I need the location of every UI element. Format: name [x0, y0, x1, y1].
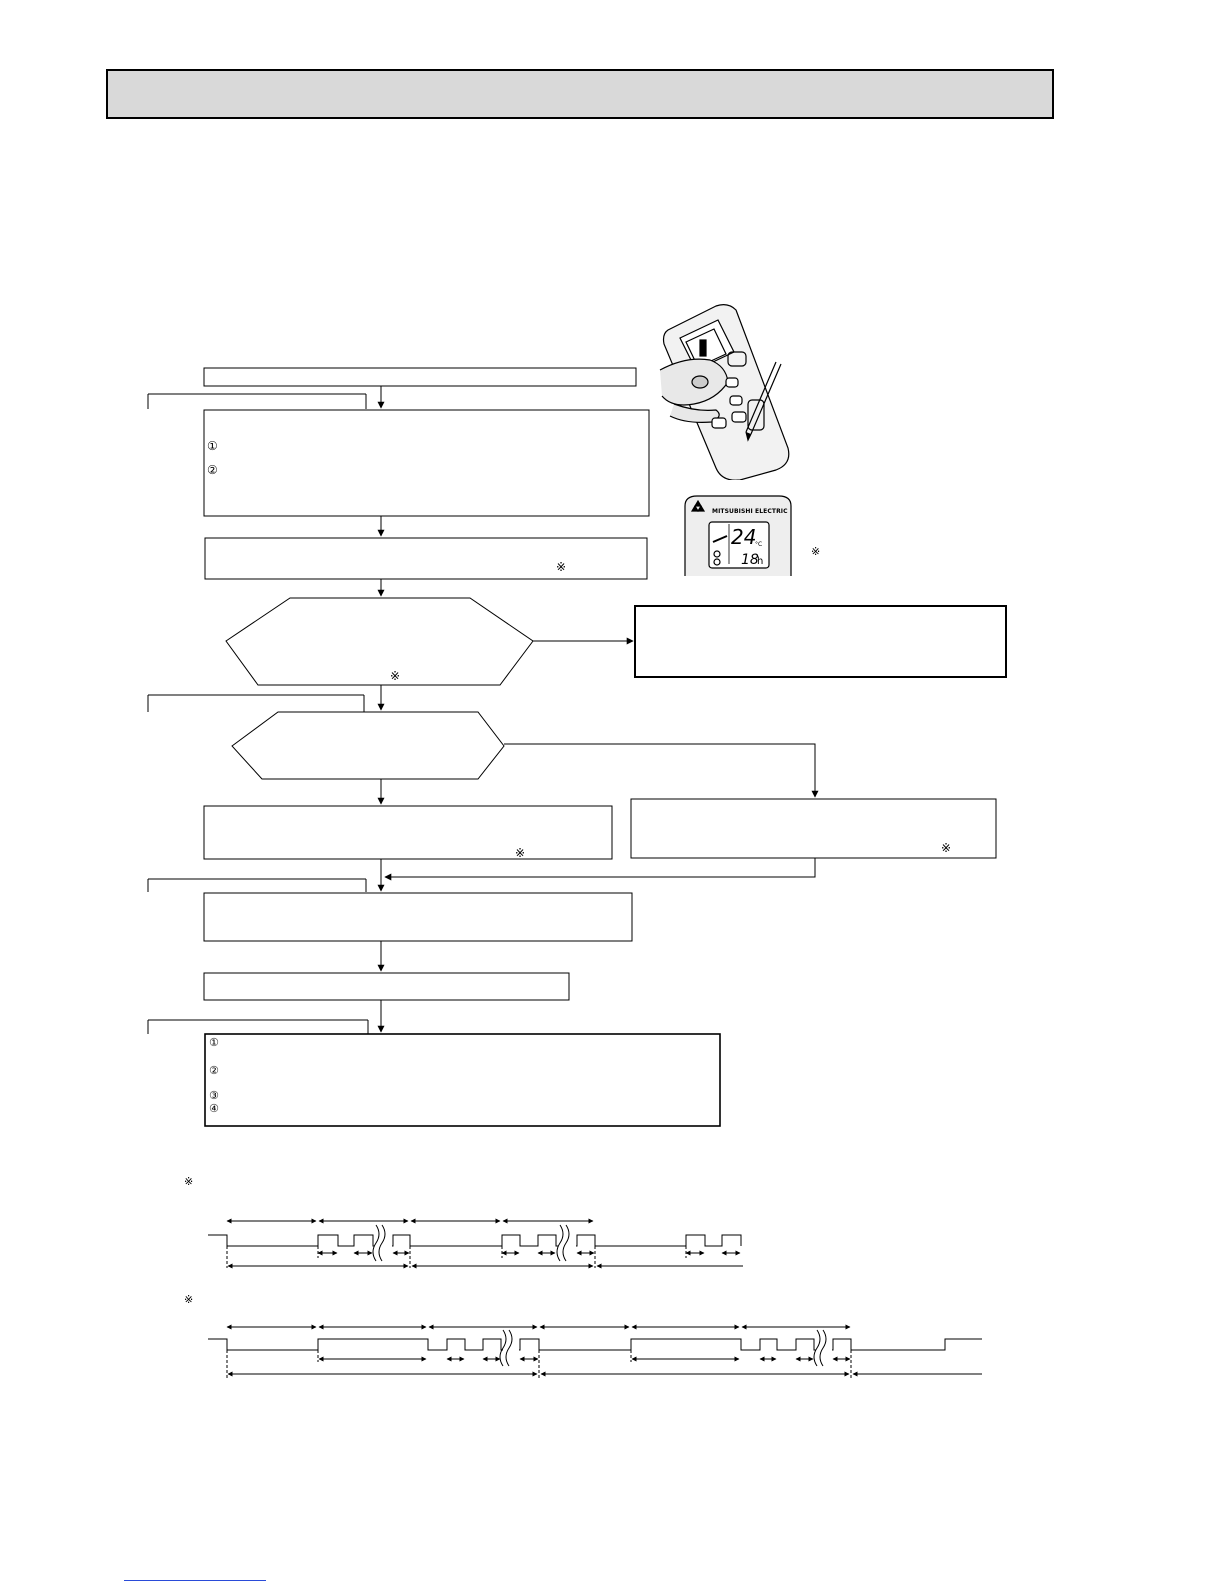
- flow-step-3a: [204, 806, 612, 859]
- display-temperature-unit: °C: [755, 541, 763, 548]
- flow-step-start: [204, 368, 636, 386]
- decision-2: [232, 712, 504, 779]
- note-mark: ※: [390, 669, 401, 683]
- flow-step-5: [204, 973, 569, 1000]
- flow-step-6: [205, 1034, 720, 1126]
- flow-step-4: [204, 893, 632, 941]
- circled-number-1: ①: [209, 1036, 219, 1049]
- note-mark: ※: [184, 1293, 194, 1306]
- footer-link-underline: [124, 1580, 266, 1581]
- brand-logo-text: MITSUBISHI ELECTRIC: [712, 508, 788, 515]
- note-mark: ※: [184, 1175, 194, 1188]
- remote-display-illustration: [683, 494, 793, 576]
- display-hours: 18: [741, 552, 759, 568]
- note-mark: ※: [556, 560, 567, 574]
- note-mark: ※: [515, 846, 526, 860]
- display-hours-unit: h: [757, 556, 764, 567]
- flow-step-2: [205, 538, 647, 579]
- circled-number-1: ①: [207, 439, 218, 453]
- timing-diagram-1: [208, 1221, 743, 1268]
- display-temperature: 24: [731, 525, 757, 549]
- note-mark: ※: [811, 545, 821, 558]
- flow-result-box: [635, 606, 1006, 677]
- flow-step-1: [204, 410, 649, 516]
- note-mark: ※: [941, 841, 952, 855]
- remote-controller-illustration: [656, 300, 796, 480]
- circled-number-2: ②: [207, 463, 218, 477]
- circled-number-3: ③: [209, 1089, 219, 1102]
- circled-number-2: ②: [209, 1064, 219, 1077]
- circled-number-4: ④: [209, 1102, 219, 1115]
- decision-1: [226, 598, 533, 685]
- timing-diagram-2: [208, 1327, 982, 1380]
